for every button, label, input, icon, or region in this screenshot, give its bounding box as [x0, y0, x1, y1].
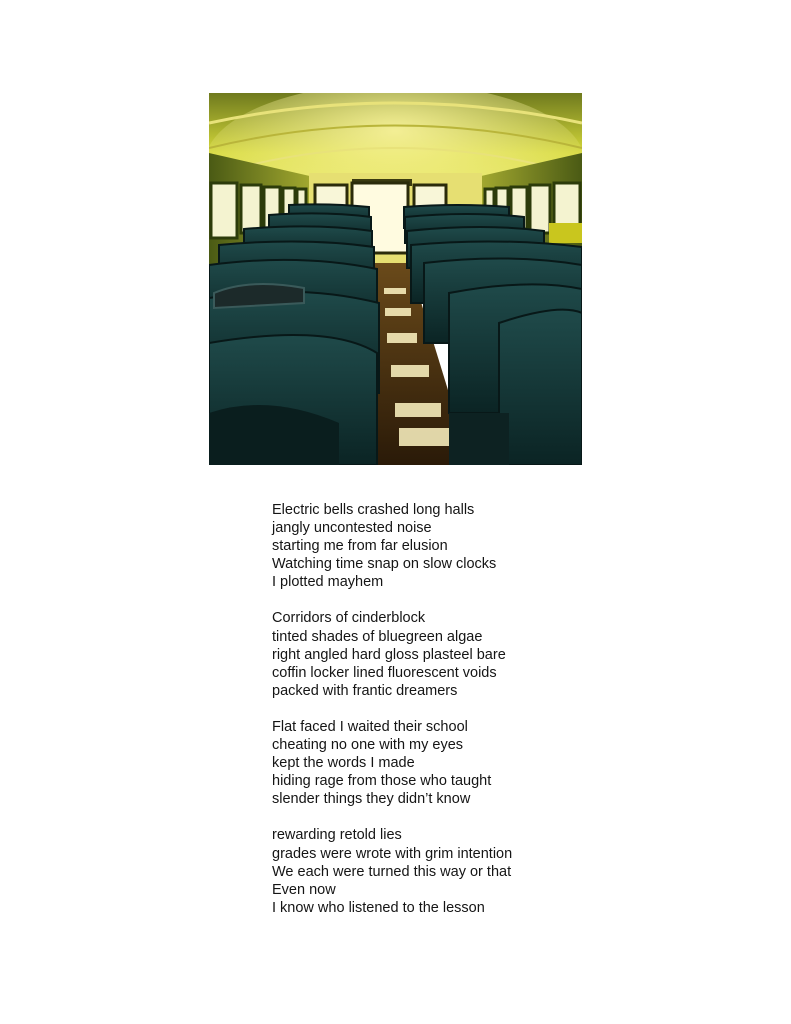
poem-line: Watching time snap on slow clocks [272, 556, 497, 573]
poem-line: coffin locker lined fluorescent voids [272, 664, 497, 681]
poem-line: packed with frantic dreamers [272, 682, 458, 699]
poem-line: I know who listened to the lesson [272, 899, 485, 916]
poem-line: right angled hard gloss plasteel bare [272, 646, 506, 663]
poem-line: We each were turned this way or that [272, 863, 512, 880]
stanza-2 [272, 609, 632, 699]
stanza-1 [272, 501, 632, 591]
school-bus-interior-photo [209, 93, 582, 465]
poem-line: cheating no one with my eyes [272, 737, 464, 754]
poem-line: rewarding retold lies [272, 827, 402, 844]
poem-line: jangly uncontested noise [272, 520, 432, 537]
poem-line: I plotted mayhem [272, 574, 384, 591]
stanza-4 [272, 826, 632, 916]
poem-line: starting me from far elusion [272, 538, 448, 555]
poem-line: Even now [272, 881, 336, 898]
poem-line: hiding rage from those who taught [272, 773, 492, 790]
poem-line: Flat faced I waited their school [272, 718, 468, 735]
poem-line: grades were wrote with grim intention [272, 845, 513, 862]
poem [272, 501, 632, 935]
poem-line: Corridors of cinderblock [272, 610, 426, 627]
poem-line: slender things they didn’t know [272, 791, 471, 808]
poem-line: tinted shades of bluegreen algae [272, 628, 483, 645]
poem-line: Electric bells crashed long halls [272, 502, 475, 518]
poem-line: kept the words I made [272, 755, 415, 772]
stanza-3 [272, 718, 632, 808]
